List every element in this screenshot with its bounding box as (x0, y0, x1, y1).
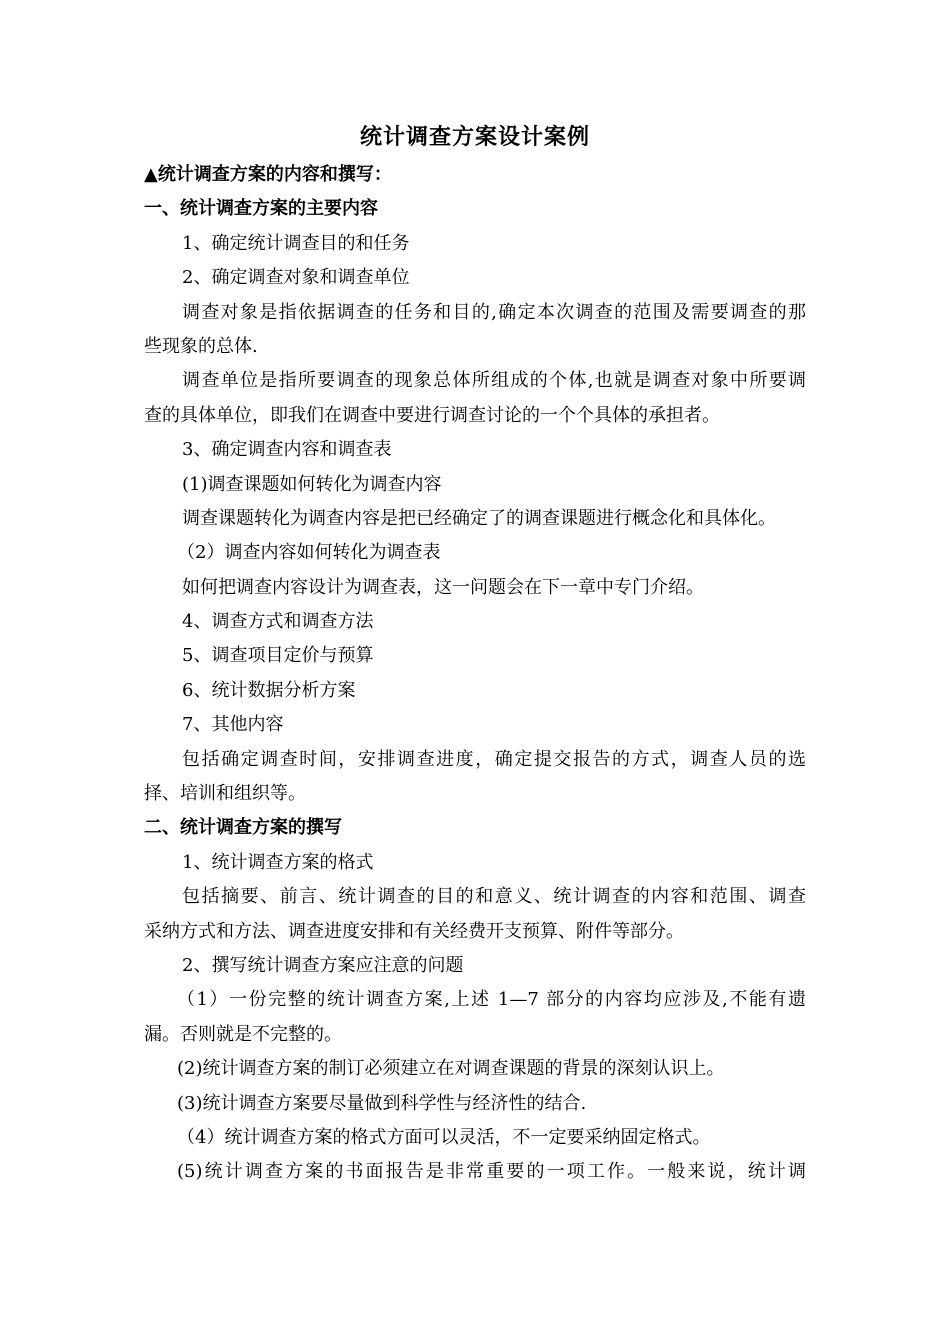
paragraph-line: 些现象的总体. (144, 335, 258, 357)
sub-item: （1）一份完整的统计调查方案,上述 1—7 部分的内容均应涉及,不能有遗 (177, 989, 806, 1011)
section-heading: 二、统计调查方案的撰写 (144, 817, 342, 839)
list-item: 1、确定统计调查目的和任务 (182, 232, 410, 254)
list-item: 2、确定调查对象和调查单位 (182, 267, 410, 289)
list-item: 2、撰写统计调查方案应注意的问题 (182, 954, 464, 976)
list-item: 1、统计调查方案的格式 (182, 851, 374, 873)
paragraph-line: 采纳方式和方法、调查进度安排和有关经费开支预算、附件等部分。 (144, 920, 684, 942)
paragraph-line: 择、培训和组织等。 (144, 783, 306, 805)
paragraph-line: 包括摘要、前言、统计调查的目的和意义、统计调查的内容和范围、调查 (182, 886, 806, 908)
sub-item: (2)统计调查方案的制订必须建立在对调查课题的背景的深刻认识上。 (177, 1058, 725, 1080)
paragraph-line: 漏。否则就是不完整的。 (144, 1023, 342, 1045)
list-item: 5、调查项目定价与预算 (182, 645, 374, 667)
list-item: 3、确定调查内容和调查表 (182, 439, 392, 461)
list-item: 7、其他内容 (182, 714, 284, 736)
list-item: 4、调查方式和调查方法 (182, 611, 374, 633)
paragraph-line: 调查单位是指所要调查的现象总体所组成的个体,也就是调查对象中所要调 (182, 370, 806, 392)
paragraph-line: 查的具体单位，即我们在调查中要进行调查讨论的一个个具体的承担者。 (144, 404, 720, 426)
document-body (144, 158, 806, 1190)
section-heading: 一、统计调查方案的主要内容 (144, 198, 378, 220)
sub-item: （2）调查内容如何转化为调查表 (177, 542, 441, 564)
paragraph-line: 调查对象是指依据调查的任务和目的,确定本次调查的范围及需要调查的那 (182, 301, 806, 323)
paragraph-line: 如何把调查内容设计为调查表，这一问题会在下一章中专门介绍。 (182, 576, 704, 598)
section-heading: ▲统计调查方案的内容和撰写： (144, 164, 392, 185)
sub-item: （4）统计调查方案的格式方面可以灵活，不一定要采纳固定格式。 (177, 1126, 711, 1148)
paragraph-line: 包括确定调查时间，安排调查进度，确定提交报告的方式，调查人员的选 (182, 748, 806, 770)
document-title: 统计调查方案设计案例 (359, 125, 590, 150)
sub-item: (1)调查课题如何转化为调查内容 (182, 473, 442, 495)
paragraph-line: 调查课题转化为调查内容是把已经确定了的调查课题进行概念化和具体化。 (182, 507, 776, 529)
sub-item: (3)统计调查方案要尽量做到科学性与经济性的结合. (177, 1092, 587, 1114)
sub-item: (5)统计调查方案的书面报告是非常重要的一项工作。一般来说，统计调 (177, 1161, 806, 1183)
list-item: 6、统计数据分析方案 (182, 679, 356, 701)
